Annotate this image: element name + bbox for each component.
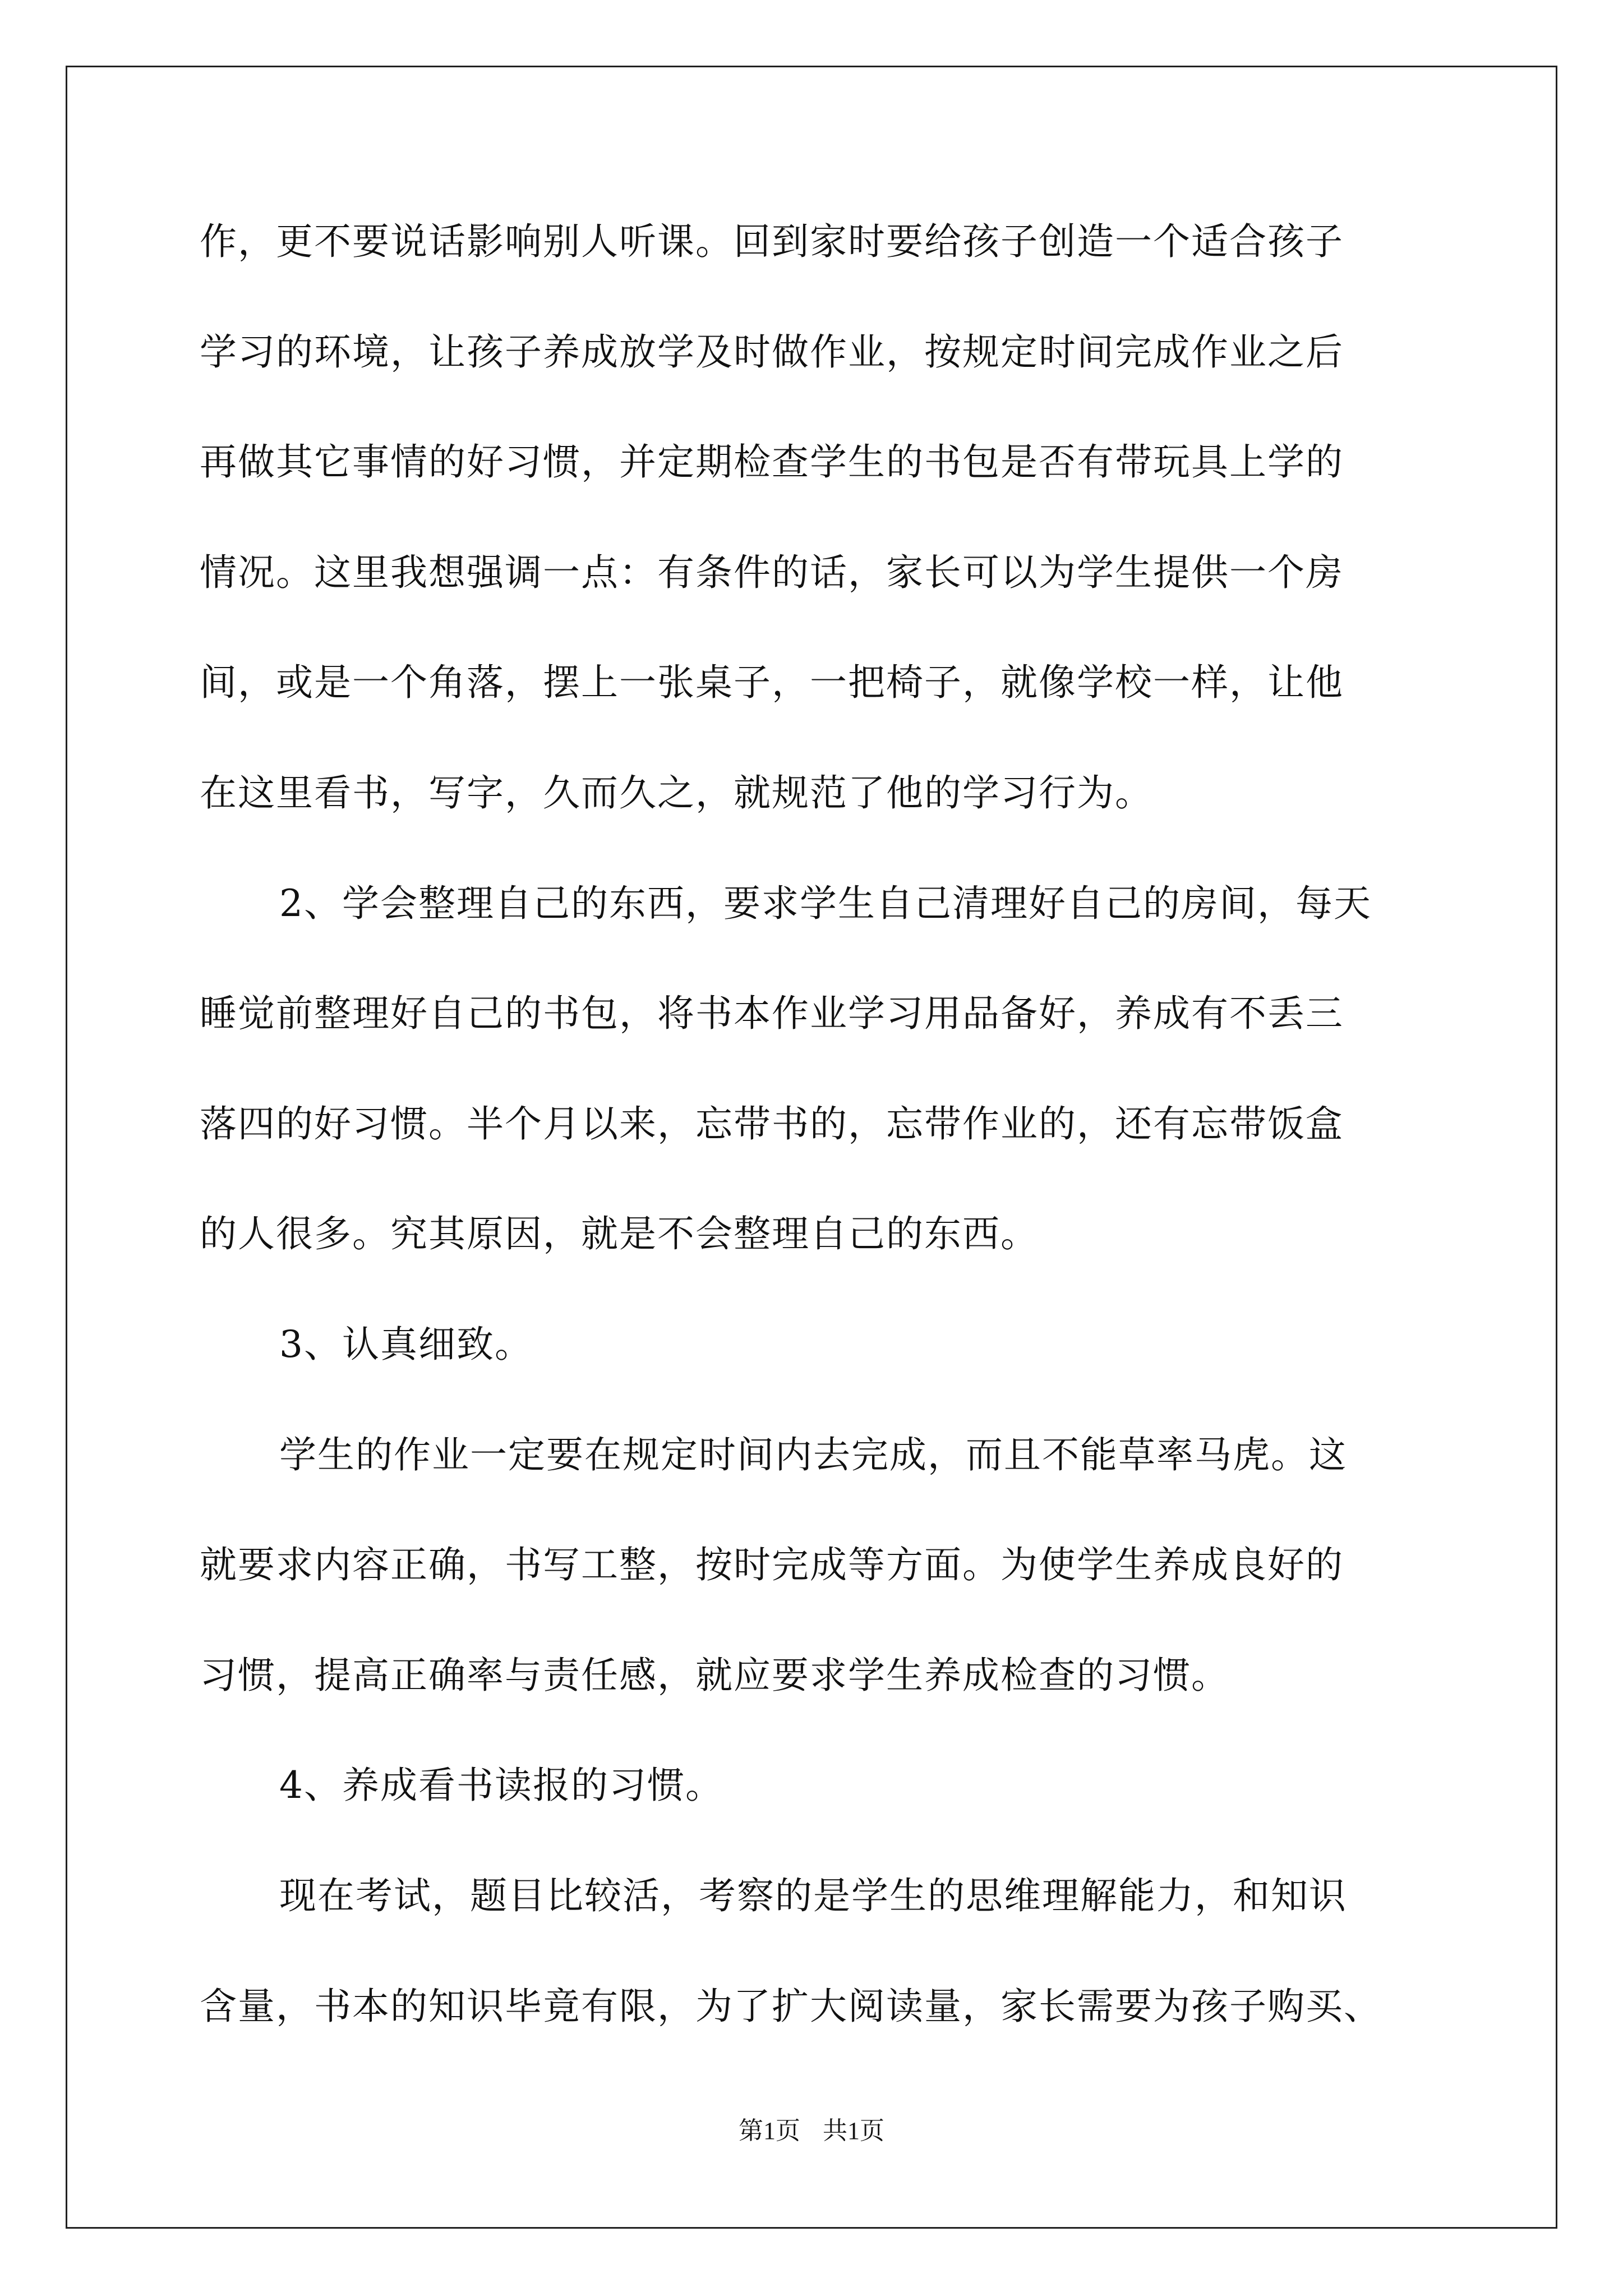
text-line: 再做其它事情的好习惯，并定期检查学生的书包是否有带玩具上学的 xyxy=(200,440,1344,484)
text-line: 作，更不要说话影响别人听课。回到家时要给孩子创造一个适合孩子 xyxy=(200,220,1344,263)
text-line: 间，或是一个角落，摆上一张桌子，一把椅子，就像学校一样，让他 xyxy=(200,661,1344,705)
text-line: 落四的好习惯。半个月以来，忘带书的，忘带作业的，还有忘带饭盒 xyxy=(200,1102,1344,1145)
page-total: 共1页 xyxy=(823,2117,884,2145)
text-line: 4、养成看书读报的习惯。 xyxy=(279,1764,723,1807)
text-line: 习惯，提高正确率与责任感，就应要求学生养成检查的习惯。 xyxy=(200,1653,1229,1697)
text-line: 学生的作业一定要在规定时间内去完成，而且不能草率马虎。这 xyxy=(279,1433,1347,1476)
text-line: 在这里看书，写字，久而久之，就规范了他的学习行为。 xyxy=(200,771,1153,815)
text-line: 情况。这里我想强调一点：有条件的话，家长可以为学生提供一个房 xyxy=(200,550,1344,594)
text-line: 的人很多。究其原因，就是不会整理自己的东西。 xyxy=(200,1212,1039,1256)
text-line: 就要求内容正确，书写工整，按时完成等方面。为使学生养成良好的 xyxy=(200,1543,1344,1587)
text-line: 含量，书本的知识毕竟有限，为了扩大阅读量，家长需要为孩子购买、 xyxy=(200,1984,1382,2028)
text-line: 2、学会整理自己的东西，要求学生自己清理好自己的房间，每天 xyxy=(279,881,1372,925)
page-number: 第1页 xyxy=(739,2117,800,2145)
text-line: 3、认真细致。 xyxy=(279,1322,533,1366)
text-line: 学习的环境，让孩子养成放学及时做作业，按规定时间完成作业之后 xyxy=(200,330,1344,374)
page-footer xyxy=(0,2114,1623,2148)
text-line: 现在考试，题目比较活，考察的是学生的思维理解能力，和知识 xyxy=(279,1874,1347,1917)
text-line: 睡觉前整理好自己的书包，将书本作业学习用品备好，养成有不丢三 xyxy=(200,992,1344,1036)
document-body xyxy=(200,210,1424,2085)
